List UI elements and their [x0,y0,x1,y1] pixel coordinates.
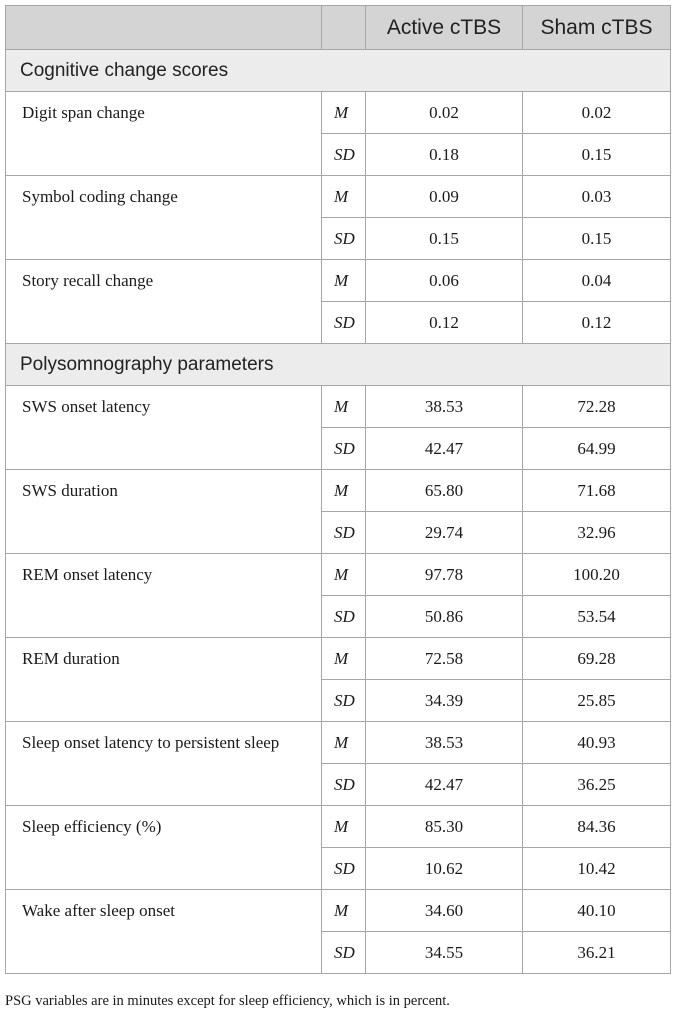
section-row [6,50,671,92]
section-row [6,344,671,386]
stat-label-m: M [322,722,366,764]
active-sd: 0.15 [366,218,523,260]
table-footnote: PSG variables are in minutes except for sleep efficiency, which is in percent. [5,993,450,1009]
sham-mean: 40.93 [523,722,671,764]
active-mean: 97.78 [366,554,523,596]
active-mean: 0.06 [366,260,523,302]
active-sd: 29.74 [366,512,523,554]
sham-sd: 36.25 [523,764,671,806]
sham-mean: 69.28 [523,638,671,680]
active-mean: 85.30 [366,806,523,848]
active-sd: 0.12 [366,302,523,344]
table-row [6,890,671,932]
sham-mean: 0.04 [523,260,671,302]
sham-sd: 0.15 [523,218,671,260]
active-mean: 0.02 [366,92,523,134]
active-sd: 34.55 [366,932,523,974]
table-row [6,386,671,428]
active-mean: 65.80 [366,470,523,512]
table-row [6,176,671,218]
section-title: Polysomnography parameters [6,344,671,386]
active-mean: 0.09 [366,176,523,218]
table-body [6,50,671,974]
sham-sd: 32.96 [523,512,671,554]
stat-label-m: M [322,806,366,848]
table-row [6,554,671,596]
stat-label-sd: SD [322,596,366,638]
sham-sd: 64.99 [523,428,671,470]
sham-mean: 71.68 [523,470,671,512]
sham-sd: 0.12 [523,302,671,344]
stat-label-sd: SD [322,932,366,974]
table-header-row [6,6,671,50]
header-stat [322,6,366,50]
sham-mean: 72.28 [523,386,671,428]
active-mean: 34.60 [366,890,523,932]
sham-mean: 40.10 [523,890,671,932]
stat-label-sd: SD [322,428,366,470]
table-row [6,260,671,302]
active-sd: 50.86 [366,596,523,638]
sham-sd: 53.54 [523,596,671,638]
table-row [6,92,671,134]
stat-label-m: M [322,260,366,302]
variable-label: SWS duration [6,470,322,554]
stat-label-sd: SD [322,848,366,890]
active-sd: 42.47 [366,428,523,470]
stat-label-m: M [322,92,366,134]
variable-label: Sleep efficiency (%) [6,806,322,890]
sham-mean: 0.03 [523,176,671,218]
stat-label-m: M [322,554,366,596]
stat-label-sd: SD [322,218,366,260]
stat-label-m: M [322,386,366,428]
variable-label: SWS onset latency [6,386,322,470]
stat-label-sd: SD [322,302,366,344]
header-sham-ctbs: Sham cTBS [523,6,671,50]
sham-sd: 25.85 [523,680,671,722]
variable-label: Story recall change [6,260,322,344]
active-sd: 42.47 [366,764,523,806]
table-row [6,638,671,680]
header-active-ctbs: Active cTBS [366,6,523,50]
stat-label-m: M [322,470,366,512]
variable-label: REM onset latency [6,554,322,638]
variable-label: Sleep onset latency to persistent sleep [6,722,322,806]
variable-label: Digit span change [6,92,322,176]
active-mean: 38.53 [366,386,523,428]
sham-sd: 0.15 [523,134,671,176]
stat-label-m: M [322,890,366,932]
sham-sd: 10.42 [523,848,671,890]
sham-sd: 36.21 [523,932,671,974]
header-variable [6,6,322,50]
stat-label-m: M [322,638,366,680]
section-title: Cognitive change scores [6,50,671,92]
stat-label-sd: SD [322,680,366,722]
table-row [6,722,671,764]
active-mean: 38.53 [366,722,523,764]
active-sd: 0.18 [366,134,523,176]
table-row [6,470,671,512]
table-row [6,806,671,848]
sham-mean: 100.20 [523,554,671,596]
stat-label-sd: SD [322,134,366,176]
stat-label-m: M [322,176,366,218]
sham-mean: 0.02 [523,92,671,134]
active-sd: 10.62 [366,848,523,890]
sham-mean: 84.36 [523,806,671,848]
variable-label: REM duration [6,638,322,722]
active-mean: 72.58 [366,638,523,680]
results-table [5,5,671,974]
active-sd: 34.39 [366,680,523,722]
variable-label: Wake after sleep onset [6,890,322,974]
variable-label: Symbol coding change [6,176,322,260]
stat-label-sd: SD [322,512,366,554]
stat-label-sd: SD [322,764,366,806]
